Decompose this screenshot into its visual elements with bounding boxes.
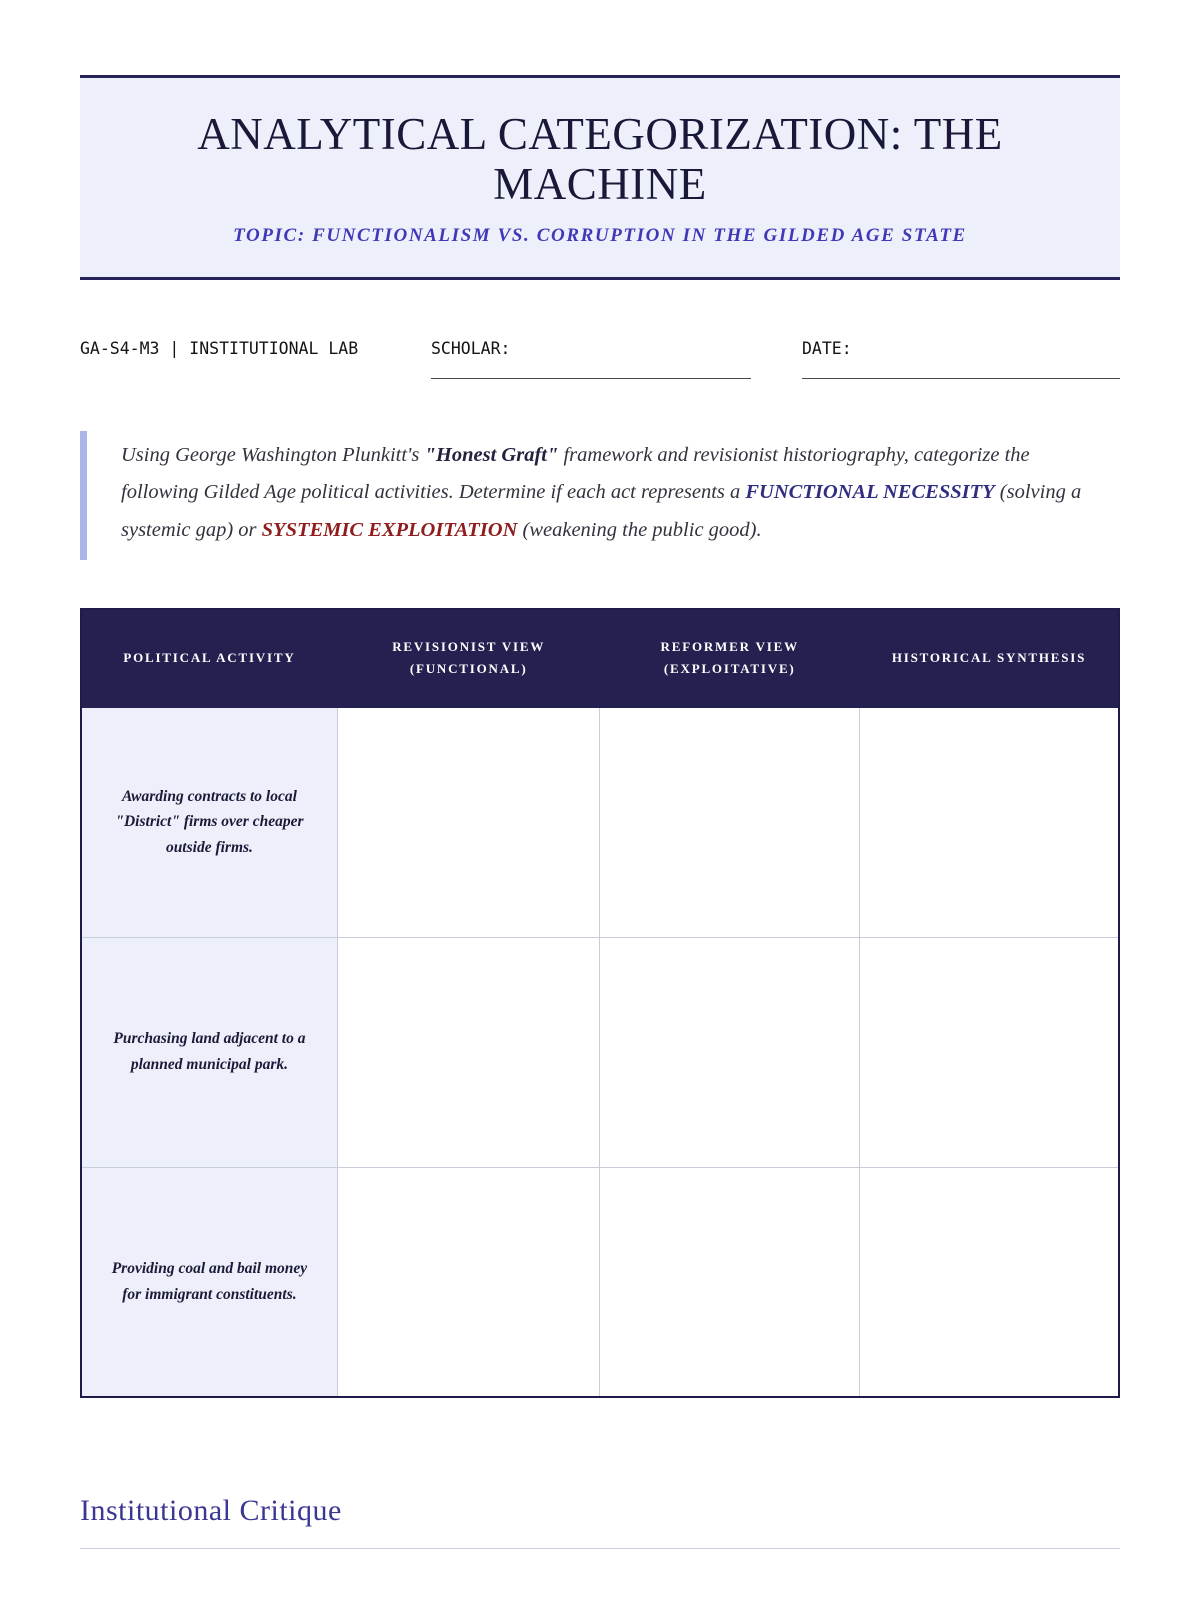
- answer-cell-reformer: [600, 707, 860, 937]
- instructions-text: Using George Washington Plunkitt's: [121, 443, 425, 466]
- functional-necessity-term: FUNCTIONAL NECESSITY: [745, 481, 995, 504]
- scholar-label: SCHOLAR:: [431, 339, 511, 358]
- column-header-political-activity: POLITICAL ACTIVITY: [81, 609, 337, 707]
- table-header-row: [81, 609, 1119, 707]
- page-subtitle: TOPIC: FUNCTIONALISM VS. CORRUPTION IN THE GILDED AGE STATE: [233, 225, 967, 246]
- title-band: [80, 75, 1120, 280]
- answer-cell-reformer: [600, 937, 860, 1167]
- column-header-revisionist-view: REVISIONIST VIEW (FUNCTIONAL): [337, 609, 600, 707]
- instructions-text: (solving a systemic gap) or: [121, 481, 1082, 542]
- answer-cell-revisionist: [337, 707, 600, 937]
- scholar-blank-line: [431, 378, 751, 379]
- date-label: DATE:: [802, 339, 852, 358]
- lab-code: GA-S4-M3 | INSTITUTIONAL LAB: [80, 339, 359, 358]
- activity-cell: Awarding contracts to local "District" firms over cheaper outside firms.: [81, 707, 337, 937]
- table-row: [81, 1167, 1119, 1397]
- categorization-table: [80, 608, 1120, 1398]
- date-field: [802, 336, 1120, 379]
- meta-row: [80, 336, 1120, 379]
- answer-cell-reformer: [600, 1167, 860, 1397]
- answer-cell-revisionist: [337, 937, 600, 1167]
- honest-graft-term: "Honest Graft": [424, 443, 559, 466]
- systemic-exploitation-term: SYSTEMIC EXPLOITATION: [261, 519, 518, 542]
- date-blank-line: [802, 378, 1120, 379]
- activity-cell: Purchasing land adjacent to a planned municipal park.: [81, 937, 337, 1167]
- column-header-reformer-view: REFORMER VIEW (EXPLOITATIVE): [600, 609, 860, 707]
- section-divider: [80, 1548, 1120, 1549]
- table-row: [81, 937, 1119, 1167]
- section-heading-institutional-critique: Institutional Critique: [80, 1494, 342, 1528]
- answer-cell-revisionist: [337, 1167, 600, 1397]
- column-header-historical-synthesis: HISTORICAL SYNTHESIS: [859, 609, 1119, 707]
- instructions-text: (weakening the public good).: [517, 519, 762, 542]
- page-title: ANALYTICAL CATEGORIZATION: THE MACHINE: [197, 109, 1003, 209]
- answer-cell-synthesis: [859, 937, 1119, 1167]
- scholar-field: [431, 336, 751, 379]
- answer-cell-synthesis: [859, 1167, 1119, 1397]
- activity-cell: Providing coal and bail money for immigrant constituents.: [81, 1167, 337, 1397]
- instructions-block: [80, 431, 1090, 561]
- answer-cell-synthesis: [859, 707, 1119, 937]
- table-row: [81, 707, 1119, 937]
- instructions-text: framework and revisionist historiography, categorize the following Gilded Age political activities. Determine if each act represents a: [121, 443, 1030, 504]
